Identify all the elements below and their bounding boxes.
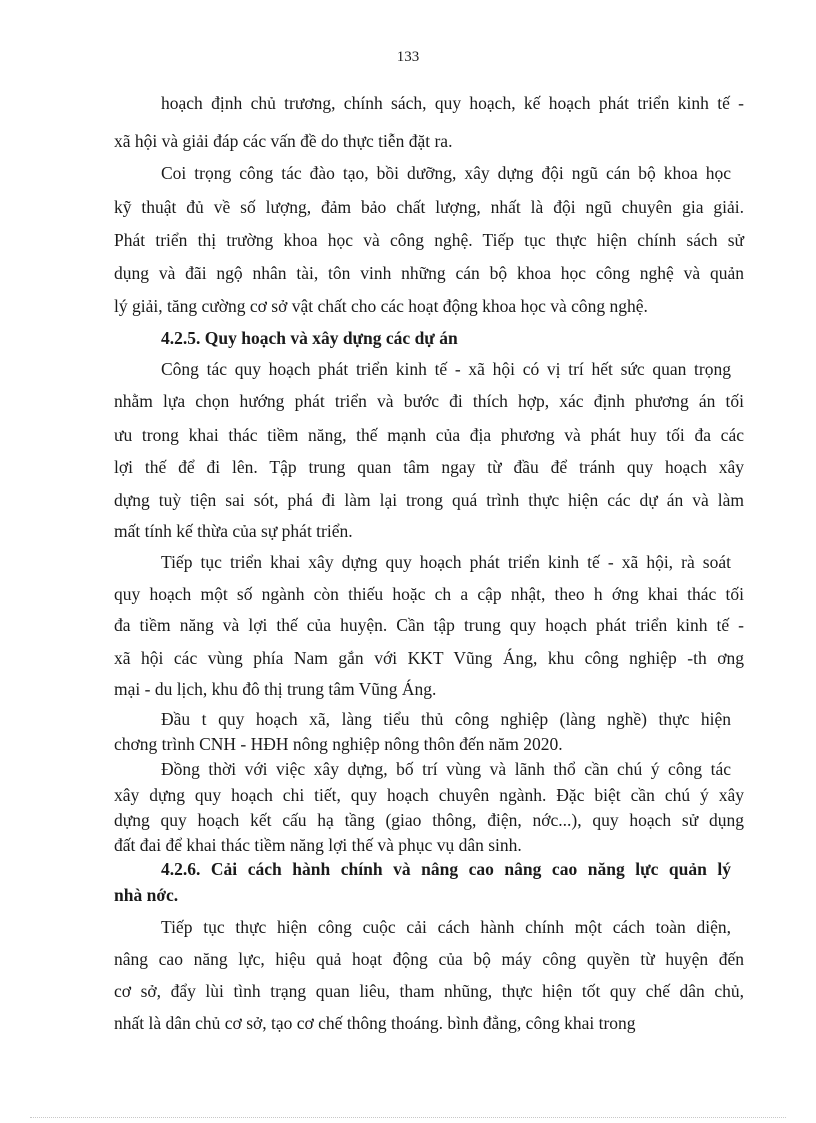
text-line: Tiếp tục triển khai xây dựng quy hoạch phát triển kinh tế - xã hội, rà soát xyxy=(161,552,731,572)
text-line: chơng trình CNH - HĐH nông nghiệp nông thôn đến năm 2020. xyxy=(114,734,563,754)
text-line: mại - du lịch, khu đô thị trung tâm Vũng Áng. xyxy=(114,679,437,699)
text-line: xây dựng quy hoạch chi tiết, quy hoạch chuyên ngành. Đặc biệt cần chú ý xây xyxy=(114,785,744,805)
text-line: nâng cao năng lực, hiệu quả hoạt động của bộ máy công quyền từ huyện đến xyxy=(114,949,744,969)
text-line: xã hội các vùng phía Nam gắn với KKT Vũng Áng, khu công nghiệp -th ơng xyxy=(114,648,744,668)
section-heading: 4.2.6. Cải cách hành chính và nâng cao nâng cao năng lực quản lý xyxy=(161,859,731,879)
text-line: cơ sở, đẩy lùi tình trạng quan liêu, tham nhũng, thực hiện tốt quy chế dân chủ, xyxy=(114,981,744,1001)
text-line: Tiếp tục thực hiện công cuộc cải cách hành chính một cách toàn diện, xyxy=(161,917,731,937)
text-line: quy hoạch một số ngành còn thiếu hoặc ch a cập nhật, theo h ớng khai thác tối xyxy=(114,584,744,604)
text-line: Đầu t quy hoạch xã, làng tiểu thủ công nghiệp (làng nghề) thực hiện xyxy=(161,709,731,729)
text-line: dựng tuỳ tiện sai sót, phá đi làm lại trong quá trình thực hiện các dự án và làm xyxy=(114,490,744,510)
text-line: đa tiềm năng và lợi thế của huyện. Cần tập trung quy hoạch phát triển kinh tế - xyxy=(114,615,744,635)
text-line: mất tính kế thừa của sự phát triển. xyxy=(114,521,353,541)
text-line: lý giải, tăng cường cơ sở vật chất cho các hoạt động khoa học và công nghệ. xyxy=(114,296,648,316)
text-line: hoạch định chủ trương, chính sách, quy hoạch, kế hoạch phát triển kinh tế - xyxy=(161,93,744,113)
text-line: nhằm lựa chọn hướng phát triển và bước đi thích hợp, xác định phương án tối xyxy=(114,391,744,411)
text-line: lợi thế để đi lên. Tập trung quan tâm ngay từ đầu để tránh quy hoạch xây xyxy=(114,457,744,477)
text-line: Coi trọng công tác đào tạo, bồi dưỡng, xây dựng đội ngũ cán bộ khoa học xyxy=(161,163,731,183)
text-line: ưu trong khai thác tiềm năng, thế mạnh của địa phương và phát huy tối đa các xyxy=(114,425,744,445)
text-line: nhất là dân chủ cơ sở, tạo cơ chế thông thoáng. bình đẳng, công khai trong xyxy=(114,1013,636,1033)
page-bottom-rule xyxy=(30,1117,786,1118)
section-heading-continued: nhà nớc. xyxy=(114,885,179,905)
text-line: kỹ thuật đủ về số lượng, đảm bảo chất lượng, nhất là đội ngũ chuyên gia giải. xyxy=(114,197,744,217)
text-line: Đồng thời với việc xây dựng, bố trí vùng và lãnh thổ cần chú ý công tác xyxy=(161,759,731,779)
page-number: 133 xyxy=(396,49,420,65)
text-line: Phát triển thị trường khoa học và công nghệ. Tiếp tục thực hiện chính sách sử xyxy=(114,230,744,250)
section-heading: 4.2.5. Quy hoạch và xây dựng các dự án xyxy=(161,328,458,348)
text-line: dụng và đãi ngộ nhân tài, tôn vinh những cán bộ khoa học công nghệ và quản xyxy=(114,263,744,283)
text-line: đất đai để khai thác tiềm năng lợi thế và phục vụ dân sinh. xyxy=(114,835,522,855)
text-line: xã hội và giải đáp các vấn đề do thực tiễn đặt ra. xyxy=(114,131,453,151)
text-line: dựng quy hoạch kết cấu hạ tầng (giao thông, điện, nớc...), quy hoạch sử dụng xyxy=(114,810,744,830)
text-line: Công tác quy hoạch phát triển kinh tế - xã hội có vị trí hết sức quan trọng xyxy=(161,359,731,379)
